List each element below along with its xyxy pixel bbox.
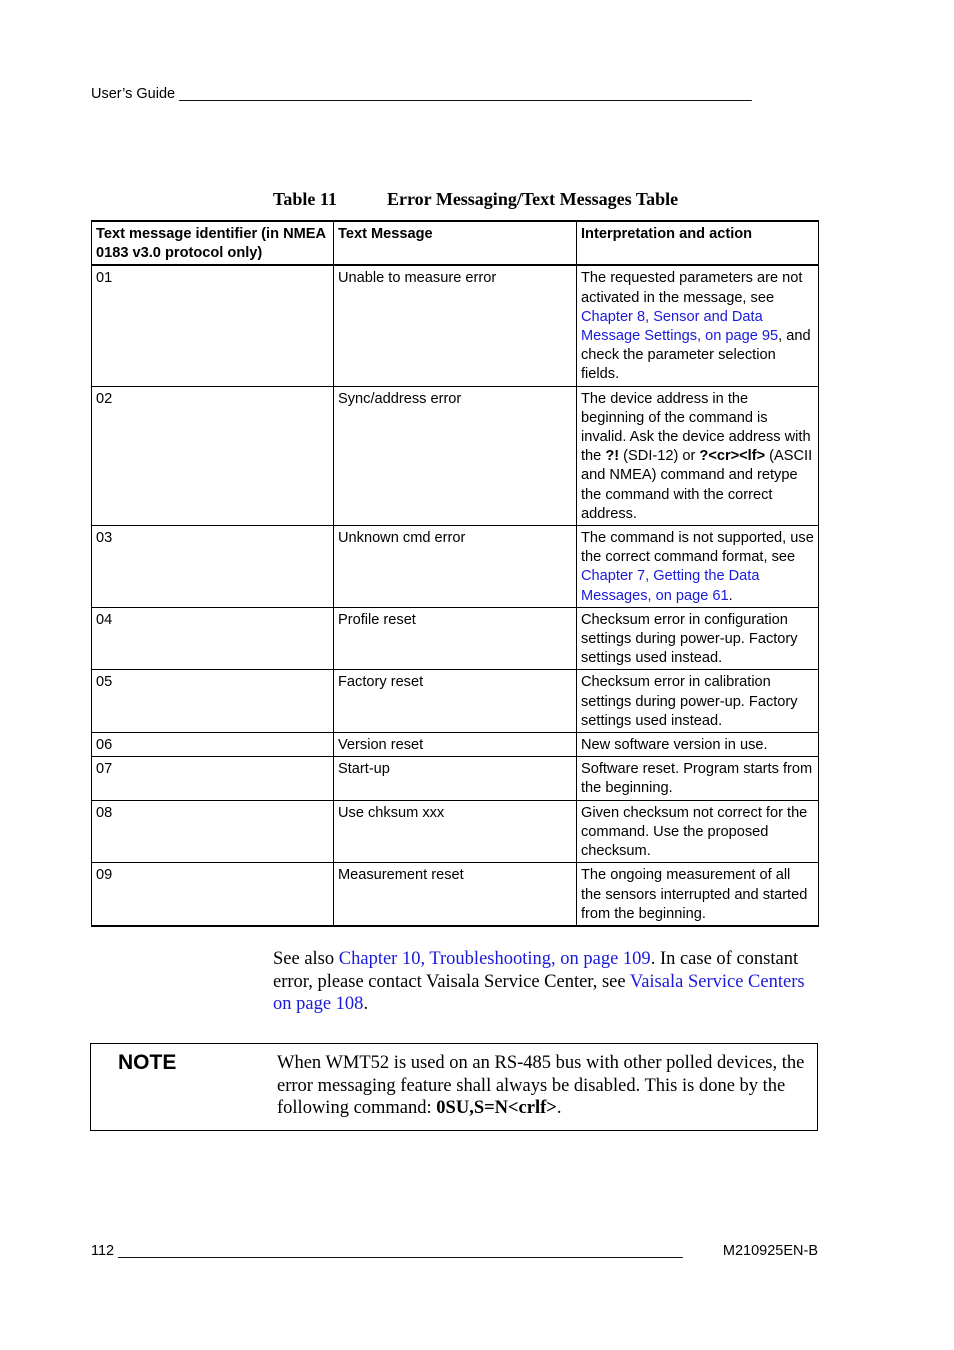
table-row [92,386,819,525]
row-action: Given checksum not correct for the command. Use the proposed checksum. [577,800,819,863]
table-row [92,800,819,863]
sdi-command: ?! [605,448,620,465]
row-message: Unable to measure error [334,265,577,386]
row-message: Version reset [334,733,577,757]
see-also-paragraph [273,948,821,1016]
row-action: Checksum error in calibration settings during power-up. Factory settings used instead. [577,670,819,733]
page-footer [91,1243,818,1259]
table-row [92,863,819,926]
error-messages-table [91,220,819,927]
table-row [92,265,819,386]
row-identifier: 07 [92,757,334,800]
table-header-row [92,221,819,265]
chapter-7-link[interactable]: Chapter 7, Getting the Data Messages, on page 61 [581,568,760,604]
row-identifier: 02 [92,386,334,525]
row-action: The ongoing measurement of all the sensors interrupted and started from the beginning. [577,863,819,926]
row-identifier: 08 [92,800,334,863]
table-title: Error Messaging/Text Messages Table [387,189,679,209]
table-row [92,607,819,670]
running-header: User’s Guide _______________________________________________________________________ [91,86,752,102]
row-message: Factory reset [334,670,577,733]
row-action: Checksum error in configuration settings during power-up. Factory settings used instead. [577,607,819,670]
table-row [92,526,819,608]
row-message: Start-up [334,757,577,800]
ascii-command: ?<cr><lf> [699,448,766,465]
action-text: The requested parameters are not activated in the message, see [581,270,803,306]
action-text: , and check the parameter selection fields. [581,328,811,383]
note-body: When WMT52 is used on an RS-485 bus with other polled devices, the error messaging feature shall always be disabled. This is done by the following command: [277,1053,805,1118]
note-command: 0SU,S=N<crlf> [436,1098,557,1118]
troubleshooting-link[interactable]: Chapter 10, Troubleshooting, on page 109 [338,949,651,969]
row-identifier: 01 [92,265,334,386]
note-body: . [556,1098,562,1118]
header-identifier: Text message identifier (in NMEA 0183 v3.0 protocol only) [92,221,334,265]
header-interpretation: Interpretation and action [577,221,819,265]
row-action: New software version in use. [577,733,819,757]
action-text: . [728,587,733,604]
see-also-text: . In case of constant error, please contact Vaisala Service Center, see [273,949,799,992]
page-number-line: 112 ______________________________________________________________________ [91,1243,683,1259]
chapter-8-link[interactable]: Chapter 8, Sensor and Data Message Settings, on page 95 [581,308,779,345]
table-row [92,733,819,757]
note-text [277,1052,813,1120]
row-identifier: 03 [92,526,334,608]
row-action: Software reset. Program starts from the beginning. [577,757,819,800]
row-identifier: 06 [92,733,334,757]
document-code: M210925EN-B [722,1243,818,1259]
row-identifier: 05 [92,670,334,733]
row-message: Profile reset [334,607,577,670]
table-number: Table 11 [273,189,337,209]
header-text-message: Text Message [334,221,577,265]
table-row [92,670,819,733]
row-action [577,265,819,386]
row-identifier: 09 [92,863,334,926]
action-text: The device address in the beginning of the command is invalid. Ask the device address with the [581,390,811,465]
row-action [577,526,819,608]
action-text: (ASCII and NMEA) command and retype the command with the correct address. [581,448,813,522]
table-caption [273,189,678,210]
row-message: Sync/address error [334,386,577,525]
row-message: Use chksum xxx [334,800,577,863]
action-text: (SDI-12) or [619,448,700,465]
row-message: Measurement reset [334,863,577,926]
row-message: Unknown cmd error [334,526,577,608]
action-text: The command is not supported, use the correct command format, see [581,530,814,566]
row-identifier: 04 [92,607,334,670]
see-also-text: See also [273,949,339,969]
service-centers-link[interactable]: Vaisala Service Centers on page 108 [273,971,805,1014]
note-box [90,1043,818,1131]
table-row [92,757,819,800]
see-also-text: . [363,994,369,1014]
note-label: NOTE [118,1051,177,1074]
row-action [577,386,819,525]
